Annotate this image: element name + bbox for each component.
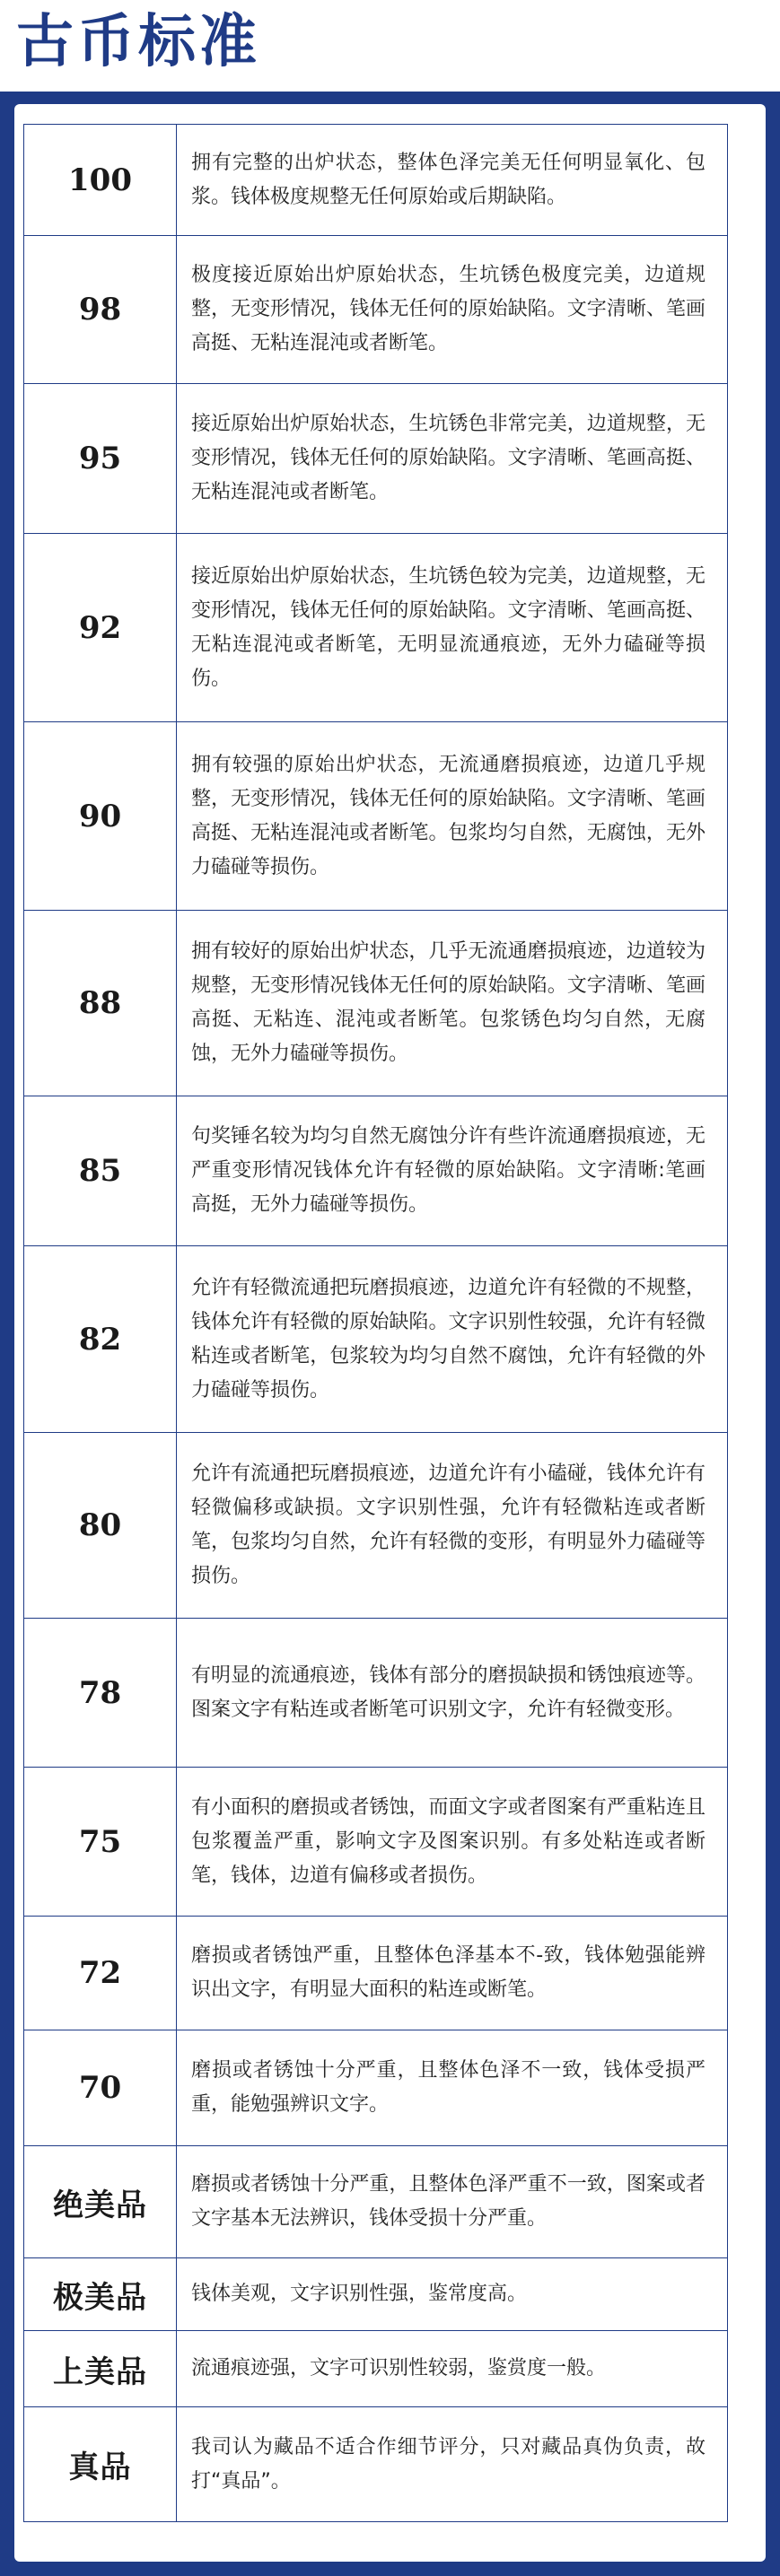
grade-cell: 88: [24, 911, 177, 1096]
page-title: 古币标准: [16, 8, 260, 75]
table-row: [24, 534, 728, 722]
description-cell: 允许有流通把玩磨损痕迹，边道允许有小磕碰，钱体允许有轻微偏移或缺损。文字识别性强，允许有轻微粘连或者断笔，包浆均匀自然，允许有轻微的变形，有明显外力磕碰等损伤。: [177, 1433, 728, 1619]
table-row: [24, 1096, 728, 1246]
grade-cell: 极美品: [24, 2258, 177, 2331]
table-row: [24, 1246, 728, 1433]
grade-table: [23, 124, 728, 2522]
grade-cell: 真品: [24, 2407, 177, 2522]
description-cell: 接近原始出炉原始状态，生坑锈色较为完美，边道规整，无变形情况，钱体无任何的原始缺陷。文字清晰、笔画高挺、无粘连混沌或者断笔，无明显流通痕迹，无外力磕碰等损伤。: [177, 534, 728, 722]
description-cell: 接近原始出炉原始状态，生坑锈色非常完美，边道规整，无变形情况，钱体无任何的原始缺陷。文字清晰、笔画高挺、无粘连混沌或者断笔。: [177, 384, 728, 534]
description-cell: 磨损或者锈蚀十分严重，且整体色泽不一致，钱体受损严重，能勉强辨识文字。: [177, 2030, 728, 2146]
table-row: [24, 125, 728, 236]
grade-cell: 70: [24, 2030, 177, 2146]
table-row: [24, 2146, 728, 2258]
header: [0, 0, 780, 84]
description-cell: 我司认为藏品不适合作细节评分，只对藏品真伪负责，故打“真品”。: [177, 2407, 728, 2522]
grade-cell: 100: [24, 125, 177, 236]
description-cell: 拥有较好的原始出炉状态，几乎无流通磨损痕迹，边道较为规整，无变形情况钱体无任何的原始缺陷。文字清晰、笔画高挺、无粘连、混沌或者断笔。包浆锈色均匀自然，无腐蚀，无外力磕碰等损伤。: [177, 911, 728, 1096]
table-row: [24, 2331, 728, 2407]
table-row: [24, 1433, 728, 1619]
table-row: [24, 384, 728, 534]
description-cell: 有小面积的磨损或者锈蚀，而面文字或者图案有严重粘连且包浆覆盖严重，影响文字及图案识别。有多处粘连或者断笔，钱体，边道有偏移或者损伤。: [177, 1768, 728, 1917]
description-cell: 拥有较强的原始出炉状态，无流通磨损痕迹，边道几乎规整，无变形情况，钱体无任何的原始缺陷。文字清晰、笔画高挺、无粘连混沌或者断笔。包浆均匀自然，无腐蚀，无外力磕碰等损伤。: [177, 722, 728, 911]
table-row: [24, 1619, 728, 1768]
grade-cell: 上美品: [24, 2331, 177, 2407]
grade-cell: 80: [24, 1433, 177, 1619]
description-cell: 拥有完整的出炉状态，整体色泽完美无任何明显氧化、包浆。钱体极度规整无任何原始或后期缺陷。: [177, 125, 728, 236]
grade-cell: 85: [24, 1096, 177, 1246]
table-row: [24, 236, 728, 384]
table-row: [24, 1917, 728, 2030]
description-cell: 允许有轻微流通把玩磨损痕迹，边道允许有轻微的不规整，钱体允许有轻微的原始缺陷。文字识别性较强，允许有轻微粘连或者断笔，包浆较为均匀自然不腐蚀，允许有轻微的外力磕碰等损伤。: [177, 1246, 728, 1433]
table-row: [24, 2258, 728, 2331]
grade-cell: 95: [24, 384, 177, 534]
table-row: [24, 722, 728, 911]
grade-cell: 78: [24, 1619, 177, 1768]
table-row: [24, 911, 728, 1096]
description-cell: 句奖锤名较为均匀自然无腐蚀分许有些许流通磨损痕迹，无严重变形情况钱体允许有轻微的原始缺陷。文字清晰:笔画高挺，无外力磕碰等损伤。: [177, 1096, 728, 1246]
description-cell: 流通痕迹强，文字可识别性较弱，鉴赏度一般。: [177, 2331, 728, 2407]
description-cell: 磨损或者锈蚀严重，且整体色泽基本不-致，钱体勉强能辨识出文字，有明显大面积的粘连或断笔。: [177, 1917, 728, 2030]
table-row: [24, 2030, 728, 2146]
grade-cell: 72: [24, 1917, 177, 2030]
description-cell: 磨损或者锈蚀十分严重，且整体色泽严重不一致，图案或者文字基本无法辨识，钱体受损十分严重。: [177, 2146, 728, 2258]
description-cell: 有明显的流通痕迹，钱体有部分的磨损缺损和锈蚀痕迹等。图案文字有粘连或者断笔可识别文字，允许有轻微变形。: [177, 1619, 728, 1768]
grade-cell: 75: [24, 1768, 177, 1917]
grade-cell: 绝美品: [24, 2146, 177, 2258]
table-row: [24, 1768, 728, 1917]
table-row: [24, 2407, 728, 2522]
grade-cell: 82: [24, 1246, 177, 1433]
grade-cell: 90: [24, 722, 177, 911]
grade-cell: 92: [24, 534, 177, 722]
description-cell: 极度接近原始出炉原始状态，生坑锈色极度完美，边道规整，无变形情况，钱体无任何的原始缺陷。文字清晰、笔画高挺、无粘连混沌或者断笔。: [177, 236, 728, 384]
grade-cell: 98: [24, 236, 177, 384]
description-cell: 钱体美观，文字识别性强，鉴常度高。: [177, 2258, 728, 2331]
